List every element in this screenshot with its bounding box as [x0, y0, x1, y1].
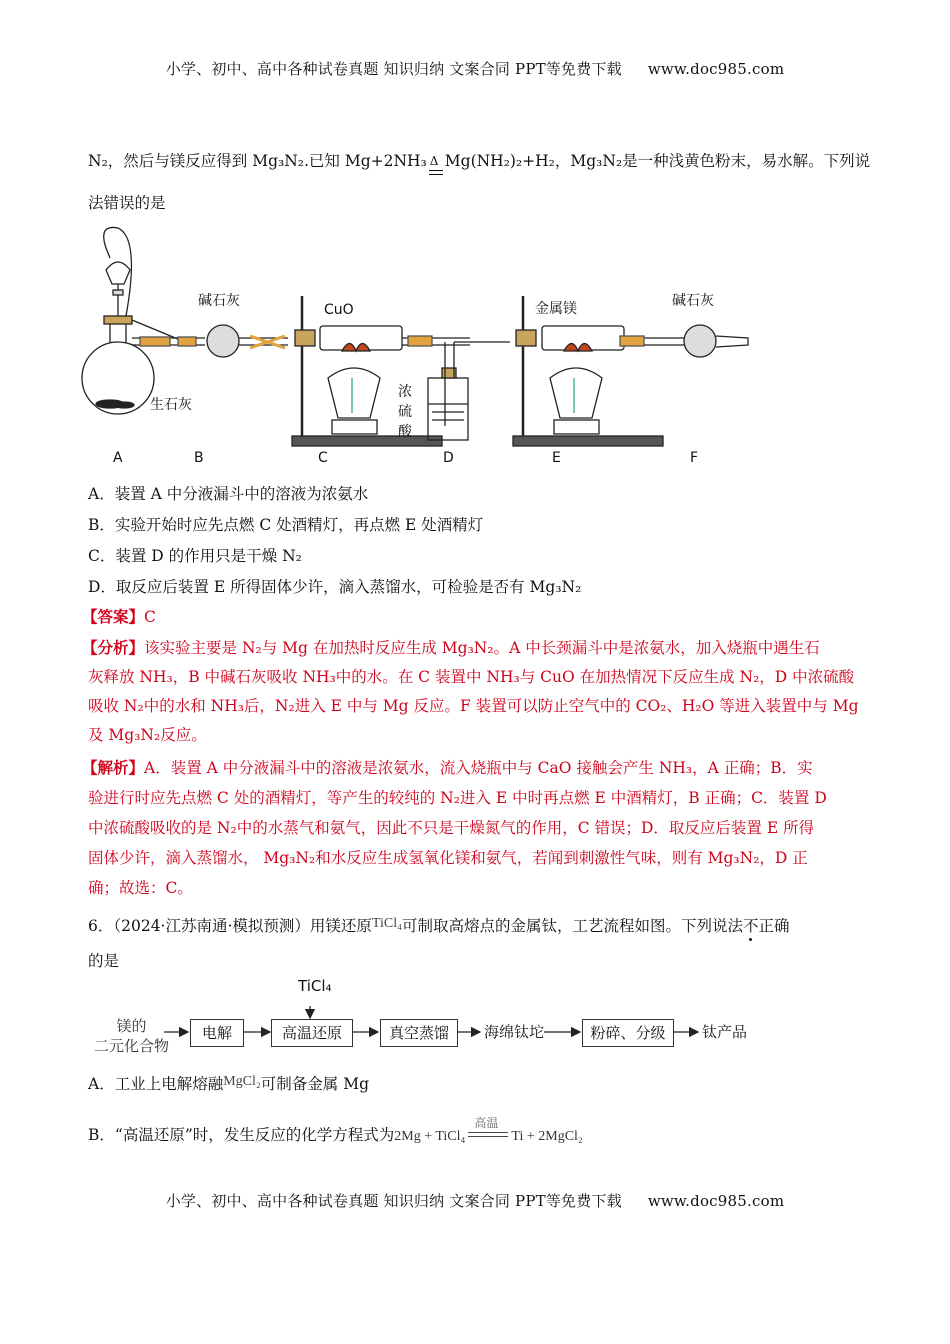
q5-analysis-line4: 及 Mg₃N₂反应。: [88, 726, 207, 744]
q6-line1: [88, 915, 790, 939]
stopper-a: [104, 316, 132, 324]
q6-option-b: [88, 1116, 583, 1148]
explain-label: 【解析】: [82, 758, 145, 777]
apparatus-b: [178, 325, 288, 357]
q5-analysis-line3: 吸收 N₂中的水和 NH₃后，N₂进入 E 中与 Mg 反应。F 装置可以防止空气中的 CO₂、H₂O 等进入装置中与 Mg: [88, 697, 859, 715]
q5-intro-line2: 法错误的是: [88, 194, 166, 212]
q5-answer: [82, 606, 156, 628]
label-c-top: CuO: [324, 302, 354, 318]
q6-formula-ticl4: TiCl₄: [371, 916, 402, 931]
letter-b: B: [194, 450, 204, 466]
flow-step-2: 高温还原: [271, 1019, 353, 1047]
footer-site: www.doc985.com: [647, 1192, 785, 1210]
q6-opt-a-part1: A．工业上电解熔融: [88, 1075, 224, 1093]
q6-opt-a-formula: MgCl₂: [223, 1074, 261, 1089]
q6-stem-part1: 6．（2024·江苏南通·模拟预测）用镁还原: [88, 917, 372, 935]
flame-c: [342, 344, 370, 352]
q5-analysis-line2: 灰释放 NH₃，B 中碱石灰吸收 NH₃中的水。在 C 装置中 NH₃与 CuO 在加热情况下反应生成 N₂，D 中浓硫酸: [88, 668, 855, 686]
flow-start: 镁的 二元化合物: [94, 1017, 170, 1055]
q5-explain-line1: [82, 757, 813, 779]
eq-line-2: [468, 1136, 508, 1137]
q6-opt-a-part2: 可制备金属 Mg: [260, 1075, 369, 1093]
q5-intro-part2: Mg(NH₂)₂+H₂，Mg₃N₂是一种浅黄色粉末，易水解。下列说: [444, 152, 871, 170]
alcohol-lamp-c: [328, 368, 380, 418]
answer-label: 【答案】: [82, 607, 145, 626]
q6-emphasis: 不: [743, 917, 759, 935]
drying-bulb-b: [207, 325, 239, 357]
letter-c: C: [318, 450, 328, 466]
letter-a: A: [113, 450, 123, 466]
q6-opt-b-part1: B．“高温还原”时，发生反应的化学方程式为: [88, 1126, 395, 1144]
apparatus-e: [513, 296, 684, 446]
footer-text: 小学、初中、高中各种试卷真题 知识归纳 文案合同 PPT等免费下载: [165, 1192, 622, 1210]
q5-explain-line5: 确；故选：C。: [88, 879, 193, 897]
eq-left: 2Mg + TiCl₄: [394, 1129, 466, 1144]
q5-option-b: B．实验开始时应先点燃 C 处酒精灯，再点燃 E 处酒精灯: [88, 516, 484, 534]
q5-intro-line1: [88, 150, 870, 172]
q5-option-d: D．取反应后装置 E 所得固体少许，滴入蒸馏水，可检验是否有 Mg₃N₂: [88, 578, 582, 596]
q5-explain-line3: 中浓硫酸吸收的是 N₂中的水蒸气和氨气，因此不只是干燥氮气的作用，C 错误；D．取反应后装置 E 所得: [88, 819, 815, 837]
drying-bulb-f: [684, 325, 716, 357]
stand-base-c: [292, 436, 442, 446]
flow-mid: 海绵钛坨: [484, 1023, 545, 1041]
analysis-text-1: 该实验主要是 N₂与 Mg 在加热时反应生成 Mg₃N₂。A 中长颈漏斗中是浓氨水，加入烧瓶中遇生石: [144, 639, 820, 657]
page-header: [0, 58, 950, 79]
header-text: 小学、初中、高中各种试卷真题 知识归纳 文案合同 PPT等免费下载: [165, 60, 622, 78]
letter-d: D: [443, 450, 454, 466]
wash-bottle-d: [428, 378, 468, 440]
explain-text-1: A．装置 A 中分液漏斗中的溶液是浓氨水，流入烧瓶中与 CaO 接触会产生 NH₃，A 正确；B．实: [144, 759, 813, 777]
q6-option-a: [88, 1073, 369, 1097]
label-a-side: 生石灰: [150, 397, 192, 413]
q5-explain-line4: 固体少许，滴入蒸馏水， Mg₃N₂和水反应生成氢氧化镁和氨气，若闻到刺激性气味，则有 Mg₃N₂，D 正: [88, 849, 808, 867]
apparatus-f: [684, 325, 748, 357]
label-e-top: 金属镁: [535, 301, 577, 317]
label-b-top: 碱石灰: [198, 293, 240, 309]
eq-line-1: [468, 1132, 508, 1133]
delta-symbol: Δ: [429, 154, 439, 168]
flow-step-4: 粉碎、分级: [582, 1019, 674, 1047]
label-d-side: 浓 硫 酸: [398, 384, 412, 440]
label-f-top: 碱石灰: [672, 293, 714, 309]
alcohol-lamp-e: [550, 368, 602, 418]
q6-stem-part3: 正确: [758, 917, 790, 935]
q5-explain-line2: 验进行时应先点燃 C 处的酒精灯，等产生的较纯的 N₂进入 E 中时再点燃 E 中酒精灯，B 正确；C．装置 D: [88, 789, 827, 807]
q6-stem-part2: 可制取高熔点的金属钛，工艺流程如图。下列说法: [401, 917, 743, 935]
answer-value: C: [144, 608, 156, 626]
analysis-label: 【分析】: [82, 638, 145, 657]
letter-e: E: [552, 450, 561, 466]
q5-option-c: C．装置 D 的作用只是干燥 N₂: [88, 547, 302, 565]
flame-e: [564, 344, 592, 352]
q6-line2: 的是: [88, 952, 120, 970]
apparatus-d: [428, 342, 510, 440]
q5-option-a: A．装置 A 中分液漏斗中的溶液为浓氨水: [88, 485, 369, 503]
apparatus-figure: [80, 218, 770, 470]
q5-analysis-line1: [82, 637, 820, 659]
header-site: www.doc985.com: [647, 60, 785, 78]
page-footer: [0, 1190, 950, 1211]
flow-step-3: 真空蒸馏: [380, 1019, 458, 1047]
eq-line-top: [429, 170, 443, 171]
rubber-tube: [140, 337, 170, 346]
eq-condition: [468, 1116, 508, 1142]
letter-f: F: [690, 450, 699, 466]
flow-end: 钛产品: [702, 1023, 748, 1041]
flow-step-1: 电解: [190, 1019, 244, 1047]
flow-input: TiCl₄: [298, 977, 332, 995]
eq-right: Ti + 2MgCl₂: [511, 1129, 583, 1144]
separatory-funnel: [106, 262, 130, 284]
apparatus-a: [82, 227, 185, 414]
eq-line-bottom: [429, 174, 443, 175]
q5-intro-part1: N₂，然后与镁反应得到 Mg₃N₂.已知 Mg+2NH₃: [88, 152, 427, 170]
eq-condition-text: 高温: [474, 1116, 499, 1130]
